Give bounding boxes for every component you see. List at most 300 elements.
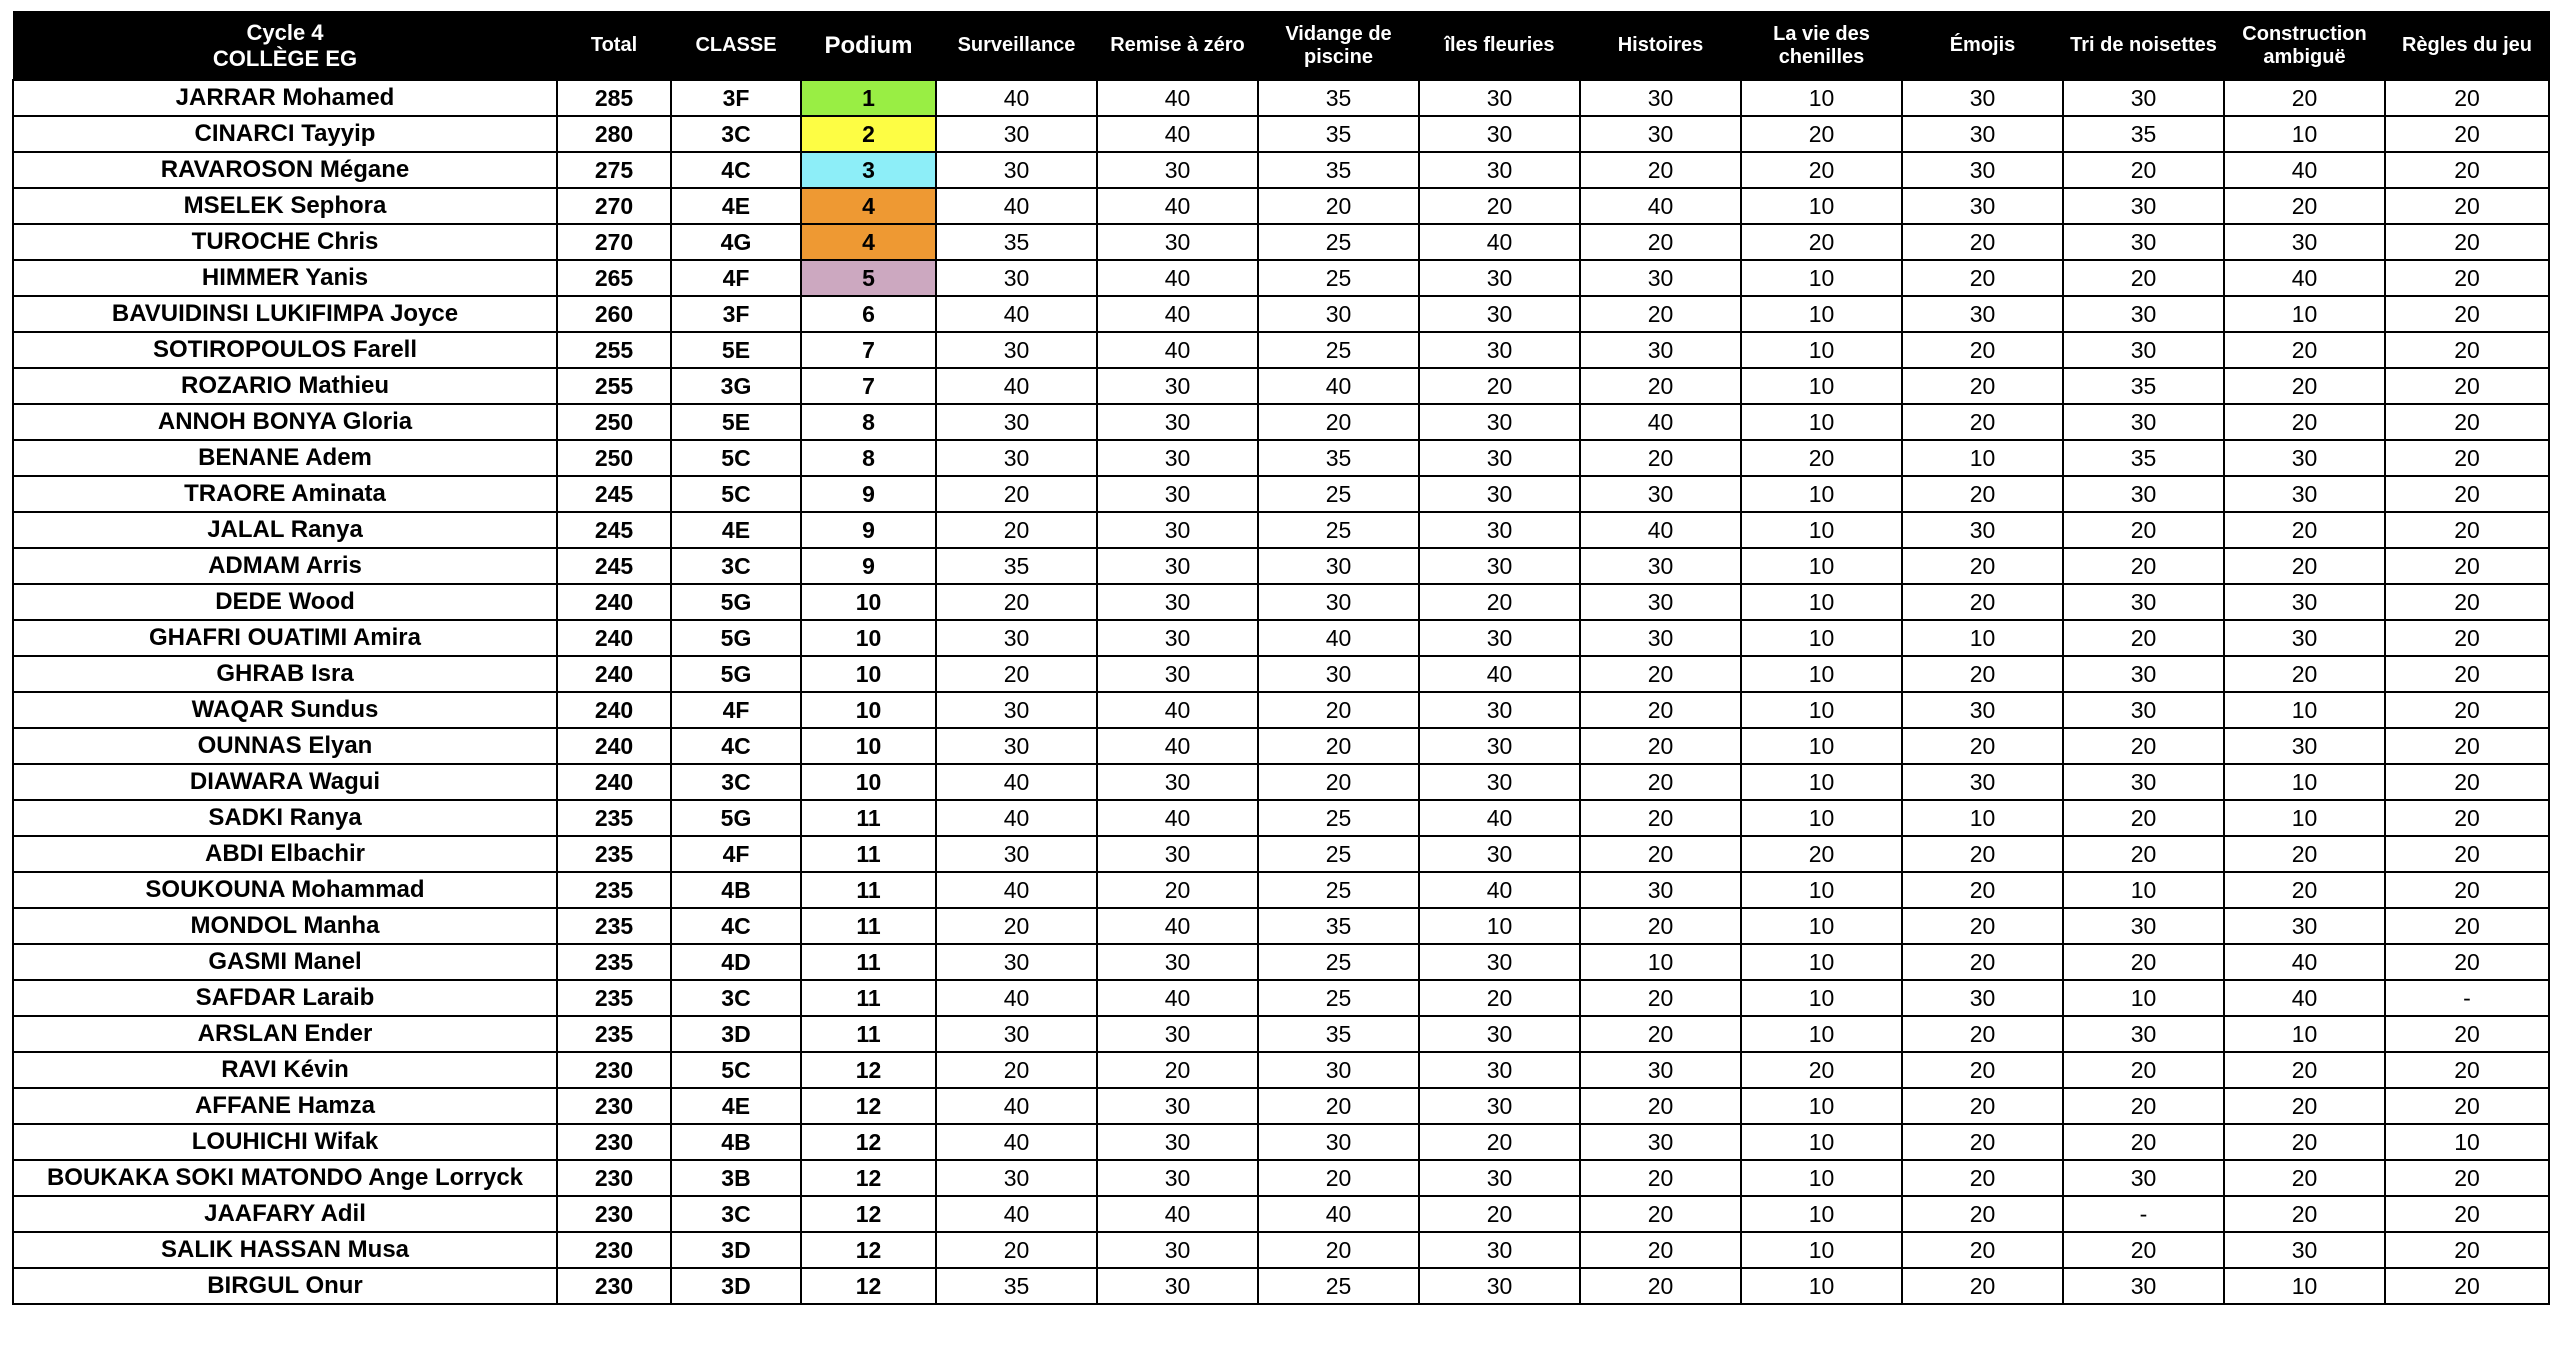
score-cell: 30 <box>1902 80 2063 116</box>
score-cell: 20 <box>2224 512 2385 548</box>
score-cell: 40 <box>1419 656 1580 692</box>
classe-cell: 3F <box>671 80 801 116</box>
score-cell: 10 <box>2063 872 2224 908</box>
score-cell: 20 <box>936 656 1097 692</box>
score-cell: 10 <box>1741 404 1902 440</box>
classe-cell: 4F <box>671 836 801 872</box>
podium-cell: 4 <box>801 188 936 224</box>
podium-cell: 12 <box>801 1088 936 1124</box>
classe-cell: 3C <box>671 764 801 800</box>
score-cell: 20 <box>1258 728 1419 764</box>
score-cell: 20 <box>2063 836 2224 872</box>
score-cell: 20 <box>2224 1196 2385 1232</box>
score-cell: 20 <box>1097 1052 1258 1088</box>
table-row <box>13 872 2549 908</box>
student-name: DIAWARA Wagui <box>13 764 557 800</box>
student-name: GHAFRI OUATIMI Amira <box>13 620 557 656</box>
score-cell: 40 <box>2224 980 2385 1016</box>
score-cell: 30 <box>1419 152 1580 188</box>
student-name: AFFANE Hamza <box>13 1088 557 1124</box>
score-cell: 30 <box>1419 296 1580 332</box>
score-cell: 20 <box>2385 656 2549 692</box>
podium-cell: 11 <box>801 944 936 980</box>
student-name: MSELEK Sephora <box>13 188 557 224</box>
score-cell: 30 <box>1902 692 2063 728</box>
score-cell: 20 <box>1419 1196 1580 1232</box>
score-cell: 40 <box>1097 980 1258 1016</box>
score-cell: 30 <box>1097 1016 1258 1052</box>
score-cell: 20 <box>1580 152 1741 188</box>
classe-cell: 5G <box>671 584 801 620</box>
score-cell: 30 <box>1419 440 1580 476</box>
score-cell: 30 <box>1097 656 1258 692</box>
score-cell: 20 <box>2224 1088 2385 1124</box>
score-cell: 30 <box>936 332 1097 368</box>
score-cell: 20 <box>1902 332 2063 368</box>
score-cell: 20 <box>2385 1196 2549 1232</box>
score-cell: 25 <box>1258 872 1419 908</box>
score-cell: 10 <box>1741 800 1902 836</box>
student-name: OUNNAS Elyan <box>13 728 557 764</box>
score-cell: 10 <box>2063 980 2224 1016</box>
score-cell: 20 <box>1902 1052 2063 1088</box>
total-cell: 265 <box>557 260 671 296</box>
classe-cell: 4C <box>671 152 801 188</box>
classe-cell: 3C <box>671 116 801 152</box>
score-cell: 40 <box>1097 728 1258 764</box>
score-cell: 30 <box>1097 764 1258 800</box>
table-row <box>13 512 2549 548</box>
score-cell: 40 <box>936 800 1097 836</box>
score-cell: 10 <box>1741 692 1902 728</box>
score-cell: 40 <box>1419 800 1580 836</box>
score-cell: 40 <box>936 188 1097 224</box>
score-cell: 25 <box>1258 836 1419 872</box>
score-cell: 30 <box>1902 116 2063 152</box>
score-cell: 30 <box>1580 476 1741 512</box>
score-cell: 30 <box>1097 1232 1258 1268</box>
score-cell: 30 <box>1097 512 1258 548</box>
score-cell: 10 <box>1741 80 1902 116</box>
classe-cell: 3C <box>671 1196 801 1232</box>
score-cell: 30 <box>1097 152 1258 188</box>
score-cell: 35 <box>1258 1016 1419 1052</box>
score-cell: 30 <box>936 260 1097 296</box>
score-cell: 20 <box>936 1232 1097 1268</box>
ranking-table <box>12 11 2550 1305</box>
podium-cell: 11 <box>801 800 936 836</box>
score-cell: 20 <box>1580 440 1741 476</box>
student-name: TUROCHE Chris <box>13 224 557 260</box>
score-cell: 20 <box>1902 224 2063 260</box>
classe-cell: 3D <box>671 1016 801 1052</box>
table-row <box>13 296 2549 332</box>
table-row <box>13 404 2549 440</box>
score-cell: 20 <box>1419 188 1580 224</box>
score-cell: 10 <box>1902 620 2063 656</box>
score-cell: 20 <box>2224 1124 2385 1160</box>
score-cell: 20 <box>2063 548 2224 584</box>
score-cell: 30 <box>1902 764 2063 800</box>
table-row <box>13 260 2549 296</box>
score-cell: 20 <box>2385 800 2549 836</box>
score-cell: 20 <box>2224 656 2385 692</box>
score-cell: 40 <box>936 1088 1097 1124</box>
score-cell: 20 <box>2385 836 2549 872</box>
score-cell: 10 <box>2224 1268 2385 1304</box>
score-cell: 20 <box>1902 260 2063 296</box>
classe-cell: 5G <box>671 656 801 692</box>
score-cell: 30 <box>1580 548 1741 584</box>
score-cell: 20 <box>1580 1196 1741 1232</box>
score-cell: 30 <box>2063 332 2224 368</box>
total-cell: 275 <box>557 152 671 188</box>
classe-cell: 4B <box>671 872 801 908</box>
student-name: CINARCI Tayyip <box>13 116 557 152</box>
title-line-2: COLLÈGE EG <box>212 45 358 71</box>
score-cell: 30 <box>1419 116 1580 152</box>
score-cell: 30 <box>2224 620 2385 656</box>
table-row <box>13 368 2549 404</box>
score-cell: 30 <box>1419 512 1580 548</box>
score-cell: 40 <box>2224 152 2385 188</box>
score-cell: 30 <box>2063 296 2224 332</box>
score-cell: 30 <box>1419 1052 1580 1088</box>
score-cell: 30 <box>936 404 1097 440</box>
score-cell: 20 <box>1258 692 1419 728</box>
score-cell: 20 <box>2385 152 2549 188</box>
score-cell: 20 <box>1580 1232 1741 1268</box>
score-cell: 20 <box>1902 476 2063 512</box>
score-cell: 20 <box>936 908 1097 944</box>
podium-cell: 12 <box>801 1160 936 1196</box>
score-cell: 20 <box>1580 800 1741 836</box>
score-cell: 30 <box>1419 80 1580 116</box>
score-cell: 20 <box>936 512 1097 548</box>
score-cell: 35 <box>2063 368 2224 404</box>
score-cell: 30 <box>1419 944 1580 980</box>
score-cell: 20 <box>2385 692 2549 728</box>
score-cell: 30 <box>1580 1124 1741 1160</box>
podium-cell: 8 <box>801 404 936 440</box>
score-cell: 35 <box>936 548 1097 584</box>
classe-cell: 4F <box>671 260 801 296</box>
score-cell: 40 <box>1097 908 1258 944</box>
total-cell: 280 <box>557 116 671 152</box>
student-name: BAVUIDINSI LUKIFIMPA Joyce <box>13 296 557 332</box>
score-cell: 30 <box>1580 332 1741 368</box>
classe-cell: 5C <box>671 440 801 476</box>
score-cell: 35 <box>936 224 1097 260</box>
student-name: SADKI Ranya <box>13 800 557 836</box>
table-row <box>13 1160 2549 1196</box>
podium-cell: 12 <box>801 1232 936 1268</box>
table-body <box>13 80 2549 1304</box>
score-cell: 25 <box>1258 224 1419 260</box>
score-cell: 30 <box>1902 512 2063 548</box>
score-cell: 35 <box>1258 908 1419 944</box>
column-header-iles-fleuries: îles fleuries <box>1419 12 1580 81</box>
score-cell: 30 <box>936 440 1097 476</box>
score-cell: 40 <box>1097 332 1258 368</box>
score-cell: 30 <box>1258 1124 1419 1160</box>
score-cell: 10 <box>1741 728 1902 764</box>
podium-cell: 8 <box>801 440 936 476</box>
score-cell: 20 <box>1902 656 2063 692</box>
podium-cell: 10 <box>801 656 936 692</box>
score-cell: 20 <box>2385 728 2549 764</box>
score-cell: 25 <box>1258 980 1419 1016</box>
score-cell: 10 <box>1741 620 1902 656</box>
score-cell: 30 <box>2063 764 2224 800</box>
score-cell: 25 <box>1258 512 1419 548</box>
score-cell: 20 <box>2224 80 2385 116</box>
total-cell: 230 <box>557 1196 671 1232</box>
podium-cell: 1 <box>801 80 936 116</box>
table-row <box>13 332 2549 368</box>
score-cell: 20 <box>2385 116 2549 152</box>
total-cell: 230 <box>557 1232 671 1268</box>
score-cell: 30 <box>1902 188 2063 224</box>
score-cell: 20 <box>2063 728 2224 764</box>
score-cell: 20 <box>1580 224 1741 260</box>
score-cell: 30 <box>1902 152 2063 188</box>
score-cell: 10 <box>2224 692 2385 728</box>
score-cell: 10 <box>1741 332 1902 368</box>
total-cell: 245 <box>557 512 671 548</box>
score-cell: 30 <box>2063 80 2224 116</box>
score-cell: 40 <box>1097 692 1258 728</box>
score-cell: 10 <box>1741 584 1902 620</box>
score-cell: 30 <box>1258 1052 1419 1088</box>
score-cell: 20 <box>2224 368 2385 404</box>
table-row <box>13 1232 2549 1268</box>
score-cell: 10 <box>2224 116 2385 152</box>
score-cell: 30 <box>936 944 1097 980</box>
score-cell: 20 <box>1419 1124 1580 1160</box>
classe-cell: 4B <box>671 1124 801 1160</box>
total-cell: 230 <box>557 1088 671 1124</box>
classe-cell: 3G <box>671 368 801 404</box>
total-cell: 235 <box>557 980 671 1016</box>
score-cell: 20 <box>2385 1232 2549 1268</box>
podium-cell: 12 <box>801 1052 936 1088</box>
student-name: BENANE Adem <box>13 440 557 476</box>
score-cell: 30 <box>1097 620 1258 656</box>
score-cell: 20 <box>2224 872 2385 908</box>
score-cell: 20 <box>2224 836 2385 872</box>
column-header-tri-de-noisettes: Tri de noisettes <box>2063 12 2224 81</box>
score-cell: 30 <box>2224 908 2385 944</box>
table-row <box>13 764 2549 800</box>
score-cell: 30 <box>1258 656 1419 692</box>
table-row <box>13 584 2549 620</box>
total-cell: 240 <box>557 620 671 656</box>
classe-cell: 5G <box>671 800 801 836</box>
podium-cell: 10 <box>801 692 936 728</box>
score-cell: 25 <box>1258 944 1419 980</box>
score-cell: 20 <box>1580 836 1741 872</box>
score-cell: 20 <box>2063 260 2224 296</box>
score-cell: 20 <box>1580 1268 1741 1304</box>
classe-cell: 5E <box>671 404 801 440</box>
score-cell: 10 <box>1741 1016 1902 1052</box>
score-cell: 10 <box>1741 1196 1902 1232</box>
score-cell: 30 <box>1097 836 1258 872</box>
score-cell: 30 <box>1097 1160 1258 1196</box>
total-cell: 230 <box>557 1160 671 1196</box>
score-cell: 30 <box>1258 584 1419 620</box>
score-cell: 40 <box>1097 296 1258 332</box>
score-cell: 25 <box>1258 332 1419 368</box>
score-cell: 20 <box>1258 188 1419 224</box>
score-cell: 30 <box>1419 728 1580 764</box>
score-cell: 40 <box>1258 1196 1419 1232</box>
score-cell: 30 <box>1097 548 1258 584</box>
score-cell: 20 <box>1258 1232 1419 1268</box>
student-name: JALAL Ranya <box>13 512 557 548</box>
score-cell: 20 <box>1902 1196 2063 1232</box>
column-header-construction-ambigue: Construction ambiguë <box>2224 12 2385 81</box>
score-cell: 20 <box>1580 1160 1741 1196</box>
score-cell: 20 <box>2385 1268 2549 1304</box>
score-cell: 20 <box>1580 368 1741 404</box>
score-cell: 40 <box>1097 116 1258 152</box>
score-cell: 30 <box>1419 1088 1580 1124</box>
table-row <box>13 1268 2549 1304</box>
score-cell: 20 <box>1580 296 1741 332</box>
score-cell: 30 <box>1419 620 1580 656</box>
score-cell: 10 <box>1902 440 2063 476</box>
score-cell: 30 <box>1580 80 1741 116</box>
score-cell: 30 <box>1097 1268 1258 1304</box>
score-cell: 30 <box>1097 584 1258 620</box>
podium-cell: 12 <box>801 1268 936 1304</box>
total-cell: 235 <box>557 800 671 836</box>
total-cell: 230 <box>557 1268 671 1304</box>
score-cell: 35 <box>1258 80 1419 116</box>
score-cell: 10 <box>1741 1160 1902 1196</box>
table-row <box>13 980 2549 1016</box>
column-header-remise-a-zero: Remise à zéro <box>1097 12 1258 81</box>
column-header-la-vie-des-chenilles: La vie des chenilles <box>1741 12 1902 81</box>
score-cell: 20 <box>1902 368 2063 404</box>
student-name: MONDOL Manha <box>13 908 557 944</box>
score-cell: 30 <box>1097 1124 1258 1160</box>
score-cell: 30 <box>936 836 1097 872</box>
score-cell: 20 <box>2385 1088 2549 1124</box>
score-cell: 20 <box>1902 548 2063 584</box>
total-cell: 250 <box>557 440 671 476</box>
score-cell: 20 <box>1419 980 1580 1016</box>
score-cell: 40 <box>936 80 1097 116</box>
total-cell: 240 <box>557 692 671 728</box>
student-name: ANNOH BONYA Gloria <box>13 404 557 440</box>
total-cell: 285 <box>557 80 671 116</box>
table-title <box>13 12 557 81</box>
score-cell: 30 <box>1097 224 1258 260</box>
podium-cell: 10 <box>801 584 936 620</box>
student-name: GHRAB Isra <box>13 656 557 692</box>
score-cell: 30 <box>936 1160 1097 1196</box>
podium-cell: 10 <box>801 620 936 656</box>
score-cell: 20 <box>2063 620 2224 656</box>
score-cell: 20 <box>2224 332 2385 368</box>
score-cell: 30 <box>1419 1268 1580 1304</box>
score-cell: 40 <box>936 296 1097 332</box>
score-cell: 10 <box>1741 656 1902 692</box>
score-cell: 10 <box>1741 296 1902 332</box>
podium-cell: 7 <box>801 368 936 404</box>
score-cell: 10 <box>2385 1124 2549 1160</box>
score-cell: 10 <box>1741 548 1902 584</box>
student-name: BIRGUL Onur <box>13 1268 557 1304</box>
classe-cell: 5C <box>671 476 801 512</box>
classe-cell: 5E <box>671 332 801 368</box>
score-cell: 20 <box>2063 152 2224 188</box>
total-cell: 240 <box>557 656 671 692</box>
score-cell: 10 <box>1741 368 1902 404</box>
student-name: SOUKOUNA Mohammad <box>13 872 557 908</box>
classe-cell: 4E <box>671 1088 801 1124</box>
table-row <box>13 80 2549 116</box>
score-cell: 30 <box>1097 404 1258 440</box>
table-row <box>13 944 2549 980</box>
podium-cell: 11 <box>801 872 936 908</box>
score-cell: 30 <box>1419 836 1580 872</box>
podium-cell: 9 <box>801 476 936 512</box>
score-cell: 30 <box>2224 476 2385 512</box>
score-cell: 30 <box>1580 872 1741 908</box>
score-cell: 20 <box>2385 260 2549 296</box>
score-cell: 30 <box>2224 1232 2385 1268</box>
total-cell: 255 <box>557 368 671 404</box>
score-cell: 30 <box>1419 260 1580 296</box>
total-cell: 245 <box>557 548 671 584</box>
student-name: JARRAR Mohamed <box>13 80 557 116</box>
score-cell: 10 <box>1741 476 1902 512</box>
score-cell: 20 <box>1580 764 1741 800</box>
table-row <box>13 620 2549 656</box>
student-name: ARSLAN Ender <box>13 1016 557 1052</box>
score-cell: 30 <box>2224 728 2385 764</box>
student-name: TRAORE Aminata <box>13 476 557 512</box>
score-cell: 20 <box>2385 188 2549 224</box>
score-cell: 40 <box>1258 620 1419 656</box>
score-cell: 30 <box>936 1016 1097 1052</box>
score-cell: 25 <box>1258 800 1419 836</box>
score-cell: 20 <box>2385 944 2549 980</box>
score-cell: 30 <box>2063 404 2224 440</box>
score-cell: 30 <box>1580 116 1741 152</box>
score-cell: 30 <box>1419 692 1580 728</box>
total-cell: 245 <box>557 476 671 512</box>
score-cell: 20 <box>2385 1016 2549 1052</box>
score-cell: 20 <box>2385 404 2549 440</box>
column-header-histoires: Histoires <box>1580 12 1741 81</box>
score-cell: 30 <box>1902 980 2063 1016</box>
student-name: SAFDAR Laraib <box>13 980 557 1016</box>
podium-cell: 10 <box>801 764 936 800</box>
score-cell: 20 <box>1902 944 2063 980</box>
classe-cell: 5C <box>671 1052 801 1088</box>
score-cell: 30 <box>1580 620 1741 656</box>
score-cell: 20 <box>2385 1160 2549 1196</box>
podium-cell: 11 <box>801 836 936 872</box>
score-cell: 30 <box>936 692 1097 728</box>
score-cell: 20 <box>2385 368 2549 404</box>
score-cell: 20 <box>2385 620 2549 656</box>
